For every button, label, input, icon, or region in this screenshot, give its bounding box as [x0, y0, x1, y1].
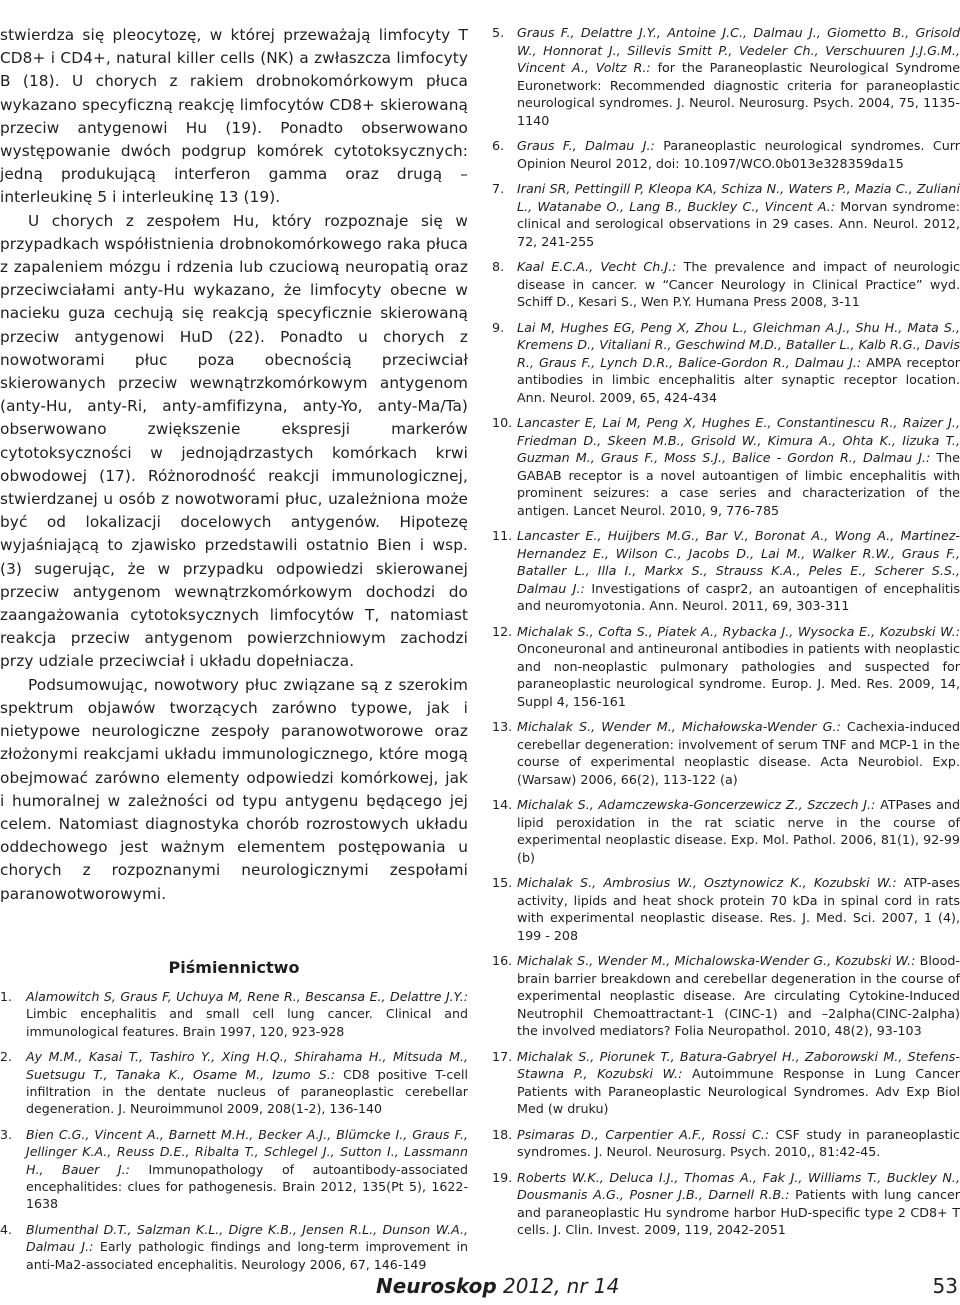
reference-authors: Michalak S., Wender M., Michałowska-Wender G.:	[517, 719, 841, 734]
reference-number: 11.	[492, 528, 513, 543]
reference-number: 3.	[0, 1126, 13, 1142]
reference-text: Morvan syndrome: clinical and serological observations in 29 cases. Ann. Neurol. 2012, 72, 241-255	[517, 198, 960, 249]
body-paragraph: Podsumowując, nowotwory płuc związane są z szerokim spektrum objawów tworzących zarówno typowe, jak i nietypowe neurologiczne zespoły paranowotworowe oraz złożonymi reakcjami układu immunologicznego, które mogą obejmować zarówno elementy odpowiedzi komórkowej, jak i humoralnej w zależności od typu antygenu będącego jej celem. Natomiast diagnostyka chorób rozrostowych układu oddechowego jest ważnym elementem postępowania u chorych z rozpoznanymi neurologicznymi zespołami paranowotworowymi.	[0, 675, 468, 903]
reference-item	[492, 137, 960, 172]
reference-text: ATP-ases activity, lipids and heat shock protein 70 kDa in spinal cord in rats with experimental neoplastic disease. Res. J. Med. Sci. 2007, 1 (4), 199 - 208	[517, 875, 960, 943]
reference-text: Autoimmune Response in Lung Cancer Patients with Paraneoplastic Neurological Syndromes. Adv Exp Biol Med (w druku)	[517, 1066, 960, 1116]
reference-item	[492, 1169, 960, 1239]
reference-item	[492, 623, 960, 711]
reference-text: Paraneoplastic neurological syndromes. Curr Opinion Neurol 2012, doi: 10.1097/WCO.0b013e328359da15	[517, 138, 960, 171]
reference-item	[0, 988, 468, 1040]
reference-authors: Blumenthal D.T., Salzman K.L., Digre K.B., Jensen R.L., Dunson W.A., Dalmau J.:	[26, 1221, 468, 1255]
reference-item	[492, 874, 960, 944]
reference-text: ATPases and lipid peroxidation in the rat sciatic nerve in the course of experimental neoplastic disease. Exp. Mol. Pathol. 2006, 81(1), 92-99 (b)	[517, 797, 960, 865]
reference-item	[492, 319, 960, 407]
reference-text: Onconeuronal and antineuronal antibodies in patients with neoplastic and non-neoplastic pulmonary pathologies and suspected for paraneoplastic neurological syndrome. Europ. J. Med. Res. 2009, 14, Suppl 4, 156-161	[517, 641, 960, 709]
reference-number: 12.	[492, 623, 513, 639]
reference-number: 18.	[492, 1126, 513, 1142]
references-list-left	[0, 988, 468, 1281]
reference-item	[0, 1048, 468, 1118]
reference-authors: Lai M, Hughes EG, Peng X, Zhou L., Gleichman A.J., Shu H., Mata S., Kremens D., Vitaliani R., Geschwind M.D., Bataller L., Kalb R.G., Davis R., Graus F., Lynch D.R., Balice-Gordon R., Dalmau J.:	[517, 319, 960, 370]
references-heading: Piśmiennictwo	[168, 958, 300, 977]
reference-item	[492, 258, 960, 311]
reference-authors: Graus F., Dalmau J.:	[517, 138, 655, 153]
reference-text: Early pathologic findings and long-term improvement in anti-Ma2-associated encephalitis. Neurology 2006, 67, 146-149	[26, 1239, 468, 1272]
reference-authors: Michalak S., Adamczewska-Goncerzewicz Z., Szczech J.:	[517, 797, 876, 812]
reference-authors: Roberts W.K., Deluca I.J., Thomas A., Fak J., Williams T., Buckley N., Dousmanis A.G., Posner J.B., Darnell R.B.:	[517, 1169, 960, 1202]
reference-item	[492, 180, 960, 250]
reference-item	[492, 718, 960, 788]
reference-number: 13.	[492, 719, 513, 734]
journal-citation	[376, 1274, 619, 1298]
reference-number: 8.	[492, 259, 505, 274]
references-list-right	[492, 24, 960, 1247]
reference-number: 19.	[492, 1169, 513, 1185]
reference-item	[492, 952, 960, 1040]
reference-item	[0, 1221, 468, 1273]
reference-text: Cachexia-induced cerebellar degeneration: involvement of serum TNF and MCP-1 in the course of experimental neoplastic disease. Acta Neurobiol. Exp. (Warsaw) 2006, 66(2), 113-122 (a)	[517, 719, 960, 787]
reference-authors: Michalak S., Piorunek T., Batura-Gabryel H., Zaborowski M., Stefens-Stawna P., Kozubski W.:	[517, 1048, 960, 1081]
reference-number: 10.	[492, 415, 513, 430]
reference-item	[492, 1048, 960, 1118]
page-number: 53	[932, 1274, 958, 1298]
reference-text: AMPA receptor antibodies in limbic encephalitis alter synaptic receptor location. Ann. Neurol. 2009, 65, 424-434	[517, 354, 960, 405]
reference-text: CSF study in paraneoplastic syndromes. J. Neurol. Neurosurg. Psych. 2010,, 81:42-45.	[517, 1126, 960, 1159]
reference-item	[0, 1126, 468, 1213]
reference-number: 5.	[492, 25, 505, 40]
reference-number: 6.	[492, 138, 505, 153]
reference-number: 15.	[492, 875, 513, 890]
body-paragraph: U chorych z zespołem Hu, który rozpoznaje się w przypadkach współistnienia drobnokomórkowego raka płuca z zapaleniem mózgu i rdzenia lub czuciową neuropatią oraz przeciwciałami anty-Hu wykazano, że limfocyty obecne w nacieku guza cechują się reakcją specyficznie skierowaną przeciw antygenowi HuD (22). Ponadto u chorych z nowotworami płuc poza obecnością przeciwciał skierowanych przeciw wewnątrzkomórkowym antygenom (anty-Hu, anty-Ri, anty-amfifizyna, anty-Yo, anty-Ma/Ta) obserwowano zwiększenie ekspresji markerów cytotoksyczności w jednojądrzastych komórkach krwi obwodowej (17). Różnorodność reakcji immunologicznej, stwierdzanej u osób z nowotworami płuc, uzależniona może być od lokalizacji docelowych antygenów. Hipotezę wyjaśniającą to zjawisko przedstawili ostatnio Bien i wsp. (3) sugerując, że w przypadku odpowiedzi skierowanej przeciw antygenom wewnątrzkomórkowym dochodzi do zaangażowania cytotoksycznych limfocytów T, natomiast reakcja przeciw antygenom powierzchniowym zachodzi przy udziale przeciwciał i układu dopełniacza.	[0, 211, 468, 671]
reference-text: Patients with lung cancer and paraneoplastic Hu syndrome harbor HuD-specific type 2 CD8+ T cells. J. Clin. Invest. 2009, 119, 2042-2051	[517, 1187, 960, 1237]
reference-number: 1.	[0, 989, 13, 1004]
reference-item	[492, 1126, 960, 1161]
body-text-column	[0, 24, 468, 906]
reference-text: Limbic encephalitis and small cell lung cancer. Clinical and immunological features. Brain 1997, 120, 923-928	[26, 1006, 468, 1039]
page-footer	[0, 1274, 960, 1302]
reference-text: for the Paraneoplastic Neurological Syndrome Euronetwork: Recommended diagnostic criteria for paraneoplastic neurological syndromes. J. Neurol. Neurosurg. Psych. 2004, 75, 1135-1140	[517, 60, 960, 128]
reference-authors: Bien C.G., Vincent A., Barnett M.H., Becker A.J., Blümcke I., Graus F., Jellinger K.A., Reuss D.E., Ribalta T., Schlegel J., Sutton I., Lassmann H., Bauer J.:	[26, 1126, 468, 1177]
reference-item	[492, 796, 960, 866]
journal-name: Neuroskop	[376, 1274, 497, 1298]
reference-number: 14.	[492, 797, 513, 812]
reference-number: 4.	[0, 1221, 13, 1237]
reference-number: 7.	[492, 181, 505, 196]
body-paragraph: stwierdza się pleocytozę, w której przeważają limfocyty T CD8+ i CD4+, natural killer cells (NK) a zwłaszcza limfocyty B (18). U chorych z rakiem drobnokomórkowym płuca wykazano specyficzną reakcję limfocytów CD8+ skierowaną przeciw antygenowi Hu (19). Ponadto obserwowano występowanie dwóch podgrup komórek cytotoksycznych: jedną produkującą interferon gamma oraz drugą – interleukinę 5 i interleukinę 13 (19).	[0, 26, 468, 207]
reference-text: Immunopathology of autoantibody-associated encephalitides: clues for pathogenesis. Brain 2012, 135(Pt 5), 1622-1638	[26, 1161, 468, 1212]
reference-item	[492, 527, 960, 615]
reference-number: 9.	[492, 319, 505, 335]
reference-authors: Kaal E.C.A., Vecht Ch.J.:	[517, 259, 677, 274]
reference-text: The GABAB receptor is a novel autoantigen of limbic encephalitis with prominent seizures: a case series and characterization of the antigen. Lancet Neurol. 2010, 9, 776-785	[517, 450, 960, 518]
reference-authors: Michalak S., Wender M., Michalowska-Wender G., Kozubski W.:	[517, 953, 916, 968]
reference-authors: Graus F., Delattre J.Y., Antoine J.C., Dalmau J., Giometto B., Grisold W., Honnorat J., Sillevis Smitt P., Vedeler Ch., Verschuuren J.J.G.M., Vincent A., Voltz R.:	[517, 25, 960, 75]
reference-number: 16.	[492, 953, 513, 968]
reference-authors: Irani SR, Pettingill P, Kleopa KA, Schiza N., Waters P., Mazia C., Zuliani L., Watanabe O., Lang B., Buckley C., Vincent A.:	[517, 181, 960, 214]
reference-item	[492, 24, 960, 129]
reference-authors: Lancaster E., Huijbers M.G., Bar V., Boronat A., Wong A., Martinez-Hernandez E., Wilson C., Jacobs D., Lai M., Walker R.W., Graus F., Bataller L., Illa I., Markx S., Strauss K.A., Peles E., Scherer S.S., Dalmau J.:	[517, 528, 960, 596]
reference-authors: Michalak S., Ambrosius W., Osztynowicz K., Kozubski W.:	[517, 875, 897, 890]
reference-authors: Lancaster E, Lai M, Peng X, Hughes E., Constantinescu R., Raizer J., Friedman D., Skeen M.B., Grisold W., Kimura A., Ohta K., Iizuka T., Guzman M., Graus F., Moss S.J., Balice - Gordon R., Dalmau J.:	[517, 415, 960, 465]
journal-issue: 2012, nr 14	[496, 1274, 620, 1298]
reference-item	[492, 414, 960, 519]
reference-text: Investigations of caspr2, an autoantigen of encephalitis and neuromyotonia. Ann. Neurol. 2011, 69, 303-311	[517, 580, 960, 613]
reference-text: The prevalence and impact of neurologic disease in cancer. w “Cancer Neurology in Clinical Practice” wyd. Schiff D., Kesari S., Wen P.Y. Humana Press 2008, 3-11	[517, 259, 960, 309]
reference-authors: Psimaras D., Carpentier A.F., Rossi C.:	[517, 1126, 770, 1142]
reference-authors: Alamowitch S, Graus F, Uchuya M, Rene R., Bescansa E., Delattre J.Y.:	[26, 989, 468, 1004]
reference-authors: Michalak S., Cofta S., Piatek A., Rybacka J., Wysocka E., Kozubski W.:	[517, 623, 960, 639]
reference-authors: Ay M.M., Kasai T., Tashiro Y., Xing H.Q., Shirahama H., Mitsuda M., Suetsugu T., Tanaka K., Osame M., Izumo S.:	[26, 1049, 468, 1082]
reference-number: 17.	[492, 1048, 513, 1064]
reference-text: CD8 positive T-cell infiltration in the dentate nucleus of paraneoplastic cerebellar degeneration. J. Neuroimmunol 2009, 208(1-2), 136-140	[26, 1066, 468, 1117]
reference-number: 2.	[0, 1049, 13, 1065]
reference-text: Blood-brain barrier breakdown and cerebellar degeneration in the course of experimental neoplastic disease. Are circulating Cytokine-Induced Neutrophil Chemoattractant-1 (CINC-1) and –2alpha(CINC-2alpha) the involved mediators? Folia Neuropathol. 2010, 48(2), 93-103	[517, 953, 960, 1038]
